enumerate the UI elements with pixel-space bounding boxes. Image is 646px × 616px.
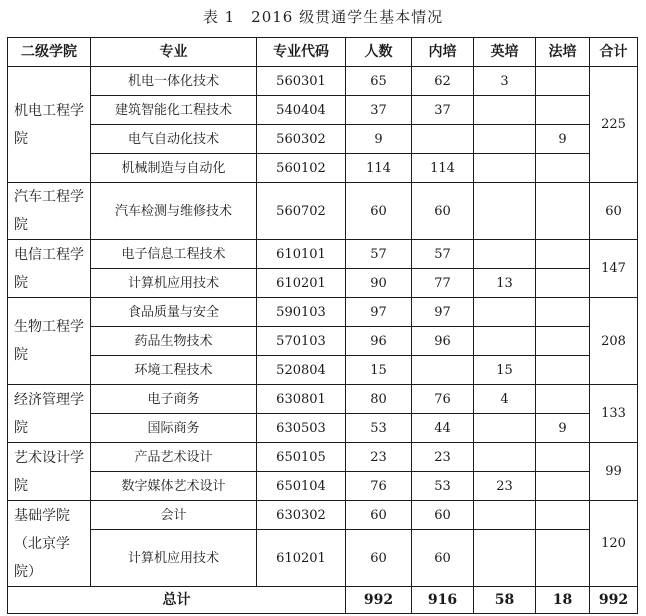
table-row bbox=[8, 414, 638, 443]
english-cell bbox=[474, 183, 536, 240]
inner-cell: 44 bbox=[412, 414, 474, 443]
count-cell: 23 bbox=[346, 443, 412, 472]
french-cell bbox=[536, 269, 590, 298]
english-cell: 4 bbox=[474, 385, 536, 414]
totals-french: 18 bbox=[536, 587, 590, 614]
major-cell: 环境工程技术 bbox=[91, 356, 257, 385]
table-caption: 表 1 2016 级贯通学生基本情况 bbox=[202, 8, 444, 26]
totals-english: 58 bbox=[474, 587, 536, 614]
count-cell: 9 bbox=[346, 125, 412, 154]
english-cell bbox=[474, 240, 536, 269]
inner-cell: 53 bbox=[412, 472, 474, 501]
count-cell: 57 bbox=[346, 240, 412, 269]
english-cell bbox=[474, 443, 536, 472]
college-cell: 经济管理学院 bbox=[8, 385, 91, 443]
english-cell bbox=[474, 154, 536, 183]
header-major: 专业 bbox=[91, 38, 257, 67]
major-cell: 数字媒体艺术设计 bbox=[91, 472, 257, 501]
code-cell: 610201 bbox=[257, 530, 346, 587]
totals-sum: 992 bbox=[590, 587, 638, 614]
french-cell bbox=[536, 96, 590, 125]
count-cell: 65 bbox=[346, 67, 412, 96]
french-cell bbox=[536, 472, 590, 501]
table-row bbox=[8, 530, 638, 587]
french-cell bbox=[536, 356, 590, 385]
code-cell: 650104 bbox=[257, 472, 346, 501]
group-total-cell: 208 bbox=[590, 298, 638, 385]
table-row bbox=[8, 125, 638, 154]
header-inner: 内培 bbox=[412, 38, 474, 67]
inner-cell: 60 bbox=[412, 530, 474, 587]
english-cell: 13 bbox=[474, 269, 536, 298]
english-cell bbox=[474, 414, 536, 443]
table-row bbox=[8, 240, 638, 269]
inner-cell: 96 bbox=[412, 327, 474, 356]
major-cell: 汽车检测与维修技术 bbox=[91, 183, 257, 240]
code-cell: 520804 bbox=[257, 356, 346, 385]
count-cell: 53 bbox=[346, 414, 412, 443]
major-cell: 食品质量与安全 bbox=[91, 298, 257, 327]
code-cell: 610101 bbox=[257, 240, 346, 269]
count-cell: 80 bbox=[346, 385, 412, 414]
code-cell: 560302 bbox=[257, 125, 346, 154]
count-cell: 60 bbox=[346, 183, 412, 240]
table-row bbox=[8, 298, 638, 327]
major-cell: 计算机应用技术 bbox=[91, 530, 257, 587]
inner-cell: 60 bbox=[412, 183, 474, 240]
college-cell: 电信工程学院 bbox=[8, 240, 91, 298]
code-cell: 570103 bbox=[257, 327, 346, 356]
header-french: 法培 bbox=[536, 38, 590, 67]
inner-cell: 114 bbox=[412, 154, 474, 183]
code-cell: 630503 bbox=[257, 414, 346, 443]
group-total-cell: 99 bbox=[590, 443, 638, 501]
group-total-cell: 60 bbox=[590, 183, 638, 240]
english-cell: 23 bbox=[474, 472, 536, 501]
enrollment-table bbox=[7, 37, 638, 614]
major-cell: 机械制造与自动化 bbox=[91, 154, 257, 183]
english-cell: 3 bbox=[474, 67, 536, 96]
header-english: 英培 bbox=[474, 38, 536, 67]
inner-cell: 76 bbox=[412, 385, 474, 414]
major-cell: 药品生物技术 bbox=[91, 327, 257, 356]
code-cell: 590103 bbox=[257, 298, 346, 327]
french-cell bbox=[536, 67, 590, 96]
french-cell bbox=[536, 385, 590, 414]
header-total: 合计 bbox=[590, 38, 638, 67]
count-cell: 97 bbox=[346, 298, 412, 327]
code-cell: 560702 bbox=[257, 183, 346, 240]
inner-cell: 37 bbox=[412, 96, 474, 125]
french-cell bbox=[536, 443, 590, 472]
totals-inner: 916 bbox=[412, 587, 474, 614]
table-row bbox=[8, 327, 638, 356]
major-cell: 电子信息工程技术 bbox=[91, 240, 257, 269]
count-cell: 37 bbox=[346, 96, 412, 125]
group-total-cell: 225 bbox=[590, 67, 638, 183]
inner-cell bbox=[412, 356, 474, 385]
group-total-cell: 133 bbox=[590, 385, 638, 443]
table-row bbox=[8, 356, 638, 385]
english-cell: 15 bbox=[474, 356, 536, 385]
group-total-cell: 147 bbox=[590, 240, 638, 298]
header-code: 专业代码 bbox=[257, 38, 346, 67]
french-cell: 9 bbox=[536, 414, 590, 443]
college-cell: 生物工程学院 bbox=[8, 298, 91, 385]
count-cell: 15 bbox=[346, 356, 412, 385]
inner-cell: 97 bbox=[412, 298, 474, 327]
count-cell: 60 bbox=[346, 530, 412, 587]
table-row bbox=[8, 67, 638, 96]
code-cell: 610201 bbox=[257, 269, 346, 298]
english-cell bbox=[474, 530, 536, 587]
totals-row bbox=[8, 587, 638, 614]
header-row bbox=[8, 38, 638, 67]
french-cell: 9 bbox=[536, 125, 590, 154]
major-cell: 国际商务 bbox=[91, 414, 257, 443]
french-cell bbox=[536, 154, 590, 183]
count-cell: 76 bbox=[346, 472, 412, 501]
header-college: 二级学院 bbox=[8, 38, 91, 67]
table-row bbox=[8, 472, 638, 501]
college-cell: 机电工程学院 bbox=[8, 67, 91, 183]
college-cell: 基础学院（北京学院） bbox=[8, 501, 91, 587]
code-cell: 560301 bbox=[257, 67, 346, 96]
major-cell: 产品艺术设计 bbox=[91, 443, 257, 472]
code-cell: 540404 bbox=[257, 96, 346, 125]
french-cell bbox=[536, 327, 590, 356]
code-cell: 630302 bbox=[257, 501, 346, 530]
inner-cell: 57 bbox=[412, 240, 474, 269]
inner-cell: 77 bbox=[412, 269, 474, 298]
table-row bbox=[8, 154, 638, 183]
count-cell: 96 bbox=[346, 327, 412, 356]
table-row bbox=[8, 183, 638, 240]
table-row bbox=[8, 385, 638, 414]
table-row bbox=[8, 501, 638, 530]
table-row bbox=[8, 443, 638, 472]
english-cell bbox=[474, 298, 536, 327]
major-cell: 会计 bbox=[91, 501, 257, 530]
english-cell bbox=[474, 96, 536, 125]
major-cell: 电气自动化技术 bbox=[91, 125, 257, 154]
major-cell: 计算机应用技术 bbox=[91, 269, 257, 298]
major-cell: 电子商务 bbox=[91, 385, 257, 414]
french-cell bbox=[536, 183, 590, 240]
english-cell bbox=[474, 327, 536, 356]
table-row bbox=[8, 96, 638, 125]
inner-cell bbox=[412, 125, 474, 154]
college-cell: 艺术设计学院 bbox=[8, 443, 91, 501]
major-cell: 建筑智能化工程技术 bbox=[91, 96, 257, 125]
totals-label: 总计 bbox=[8, 587, 346, 614]
english-cell bbox=[474, 125, 536, 154]
inner-cell: 62 bbox=[412, 67, 474, 96]
french-cell bbox=[536, 298, 590, 327]
english-cell bbox=[474, 501, 536, 530]
french-cell bbox=[536, 530, 590, 587]
totals-count: 992 bbox=[346, 587, 412, 614]
group-total-cell: 120 bbox=[590, 501, 638, 587]
inner-cell: 60 bbox=[412, 501, 474, 530]
header-count: 人数 bbox=[346, 38, 412, 67]
french-cell bbox=[536, 501, 590, 530]
code-cell: 630801 bbox=[257, 385, 346, 414]
inner-cell: 23 bbox=[412, 443, 474, 472]
french-cell bbox=[536, 240, 590, 269]
count-cell: 114 bbox=[346, 154, 412, 183]
count-cell: 60 bbox=[346, 501, 412, 530]
college-cell: 汽车工程学院 bbox=[8, 183, 91, 240]
table-row bbox=[8, 269, 638, 298]
count-cell: 90 bbox=[346, 269, 412, 298]
major-cell: 机电一体化技术 bbox=[91, 67, 257, 96]
code-cell: 560102 bbox=[257, 154, 346, 183]
code-cell: 650105 bbox=[257, 443, 346, 472]
